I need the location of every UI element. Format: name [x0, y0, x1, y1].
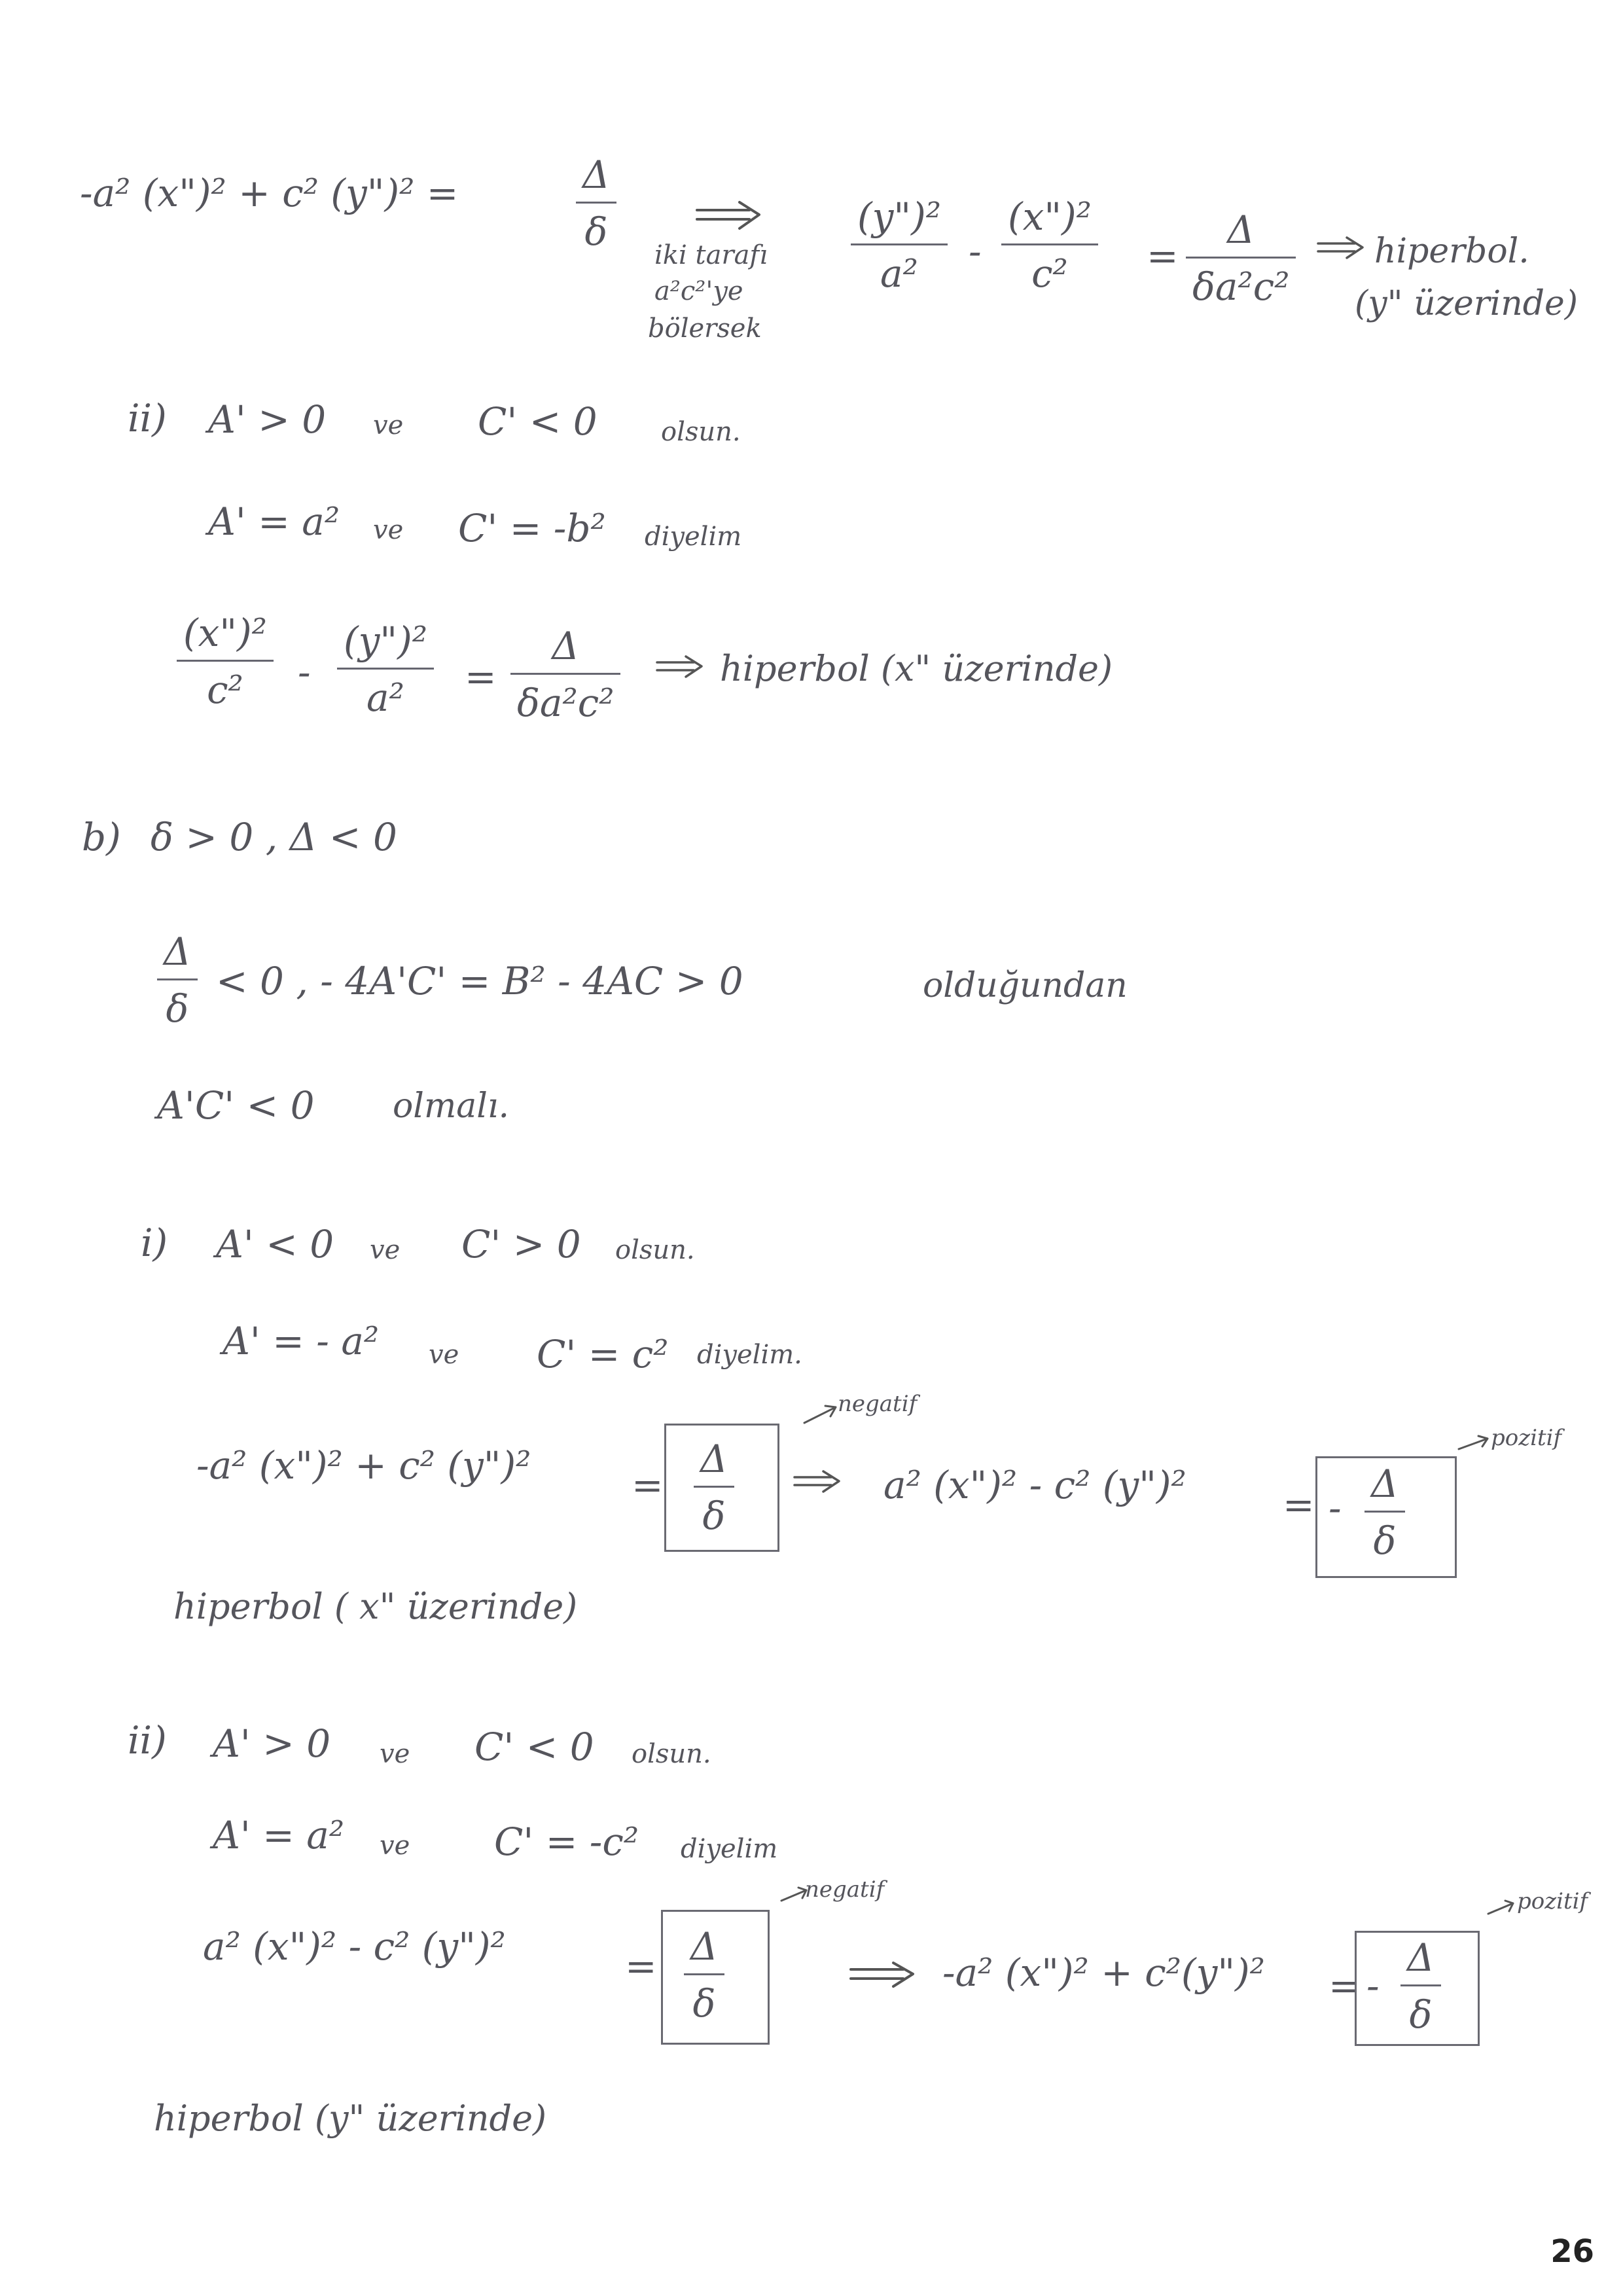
equation-left: -a² (x")² + c² (y")² [196, 1443, 531, 1488]
delta-over-delta-fraction [157, 929, 198, 1031]
definition-a: A' = a² [208, 499, 340, 544]
delta-over-delta-fraction [1400, 1935, 1441, 2037]
equals-sign: = [1283, 1482, 1315, 1527]
implies-arrow-icon [847, 1960, 919, 1990]
fraction-denominator: δ [166, 986, 189, 1031]
fraction-denominator: δa²c² [1192, 264, 1290, 309]
fraction-delta-over-deltaa2c2 [1186, 207, 1296, 309]
inequality-expression: < 0 , - 4A'C' = B² - 4AC > 0 [216, 959, 743, 1003]
fraction-denominator: δ [702, 1494, 726, 1538]
minus-sign: - [298, 650, 311, 694]
side-note-line: iki tarafı [654, 240, 768, 270]
fraction-denominator: δ [584, 209, 608, 254]
equals-sign: = [632, 1463, 664, 1507]
definition-c: C' = -b² [458, 506, 606, 550]
side-note-line: a²c²'ye [654, 276, 743, 306]
fraction-denominator: c² [1031, 251, 1068, 296]
condition-a: A' < 0 [216, 1222, 334, 1266]
case-label: ii) [128, 1718, 167, 1763]
ve-word: ve [370, 1235, 401, 1265]
fraction-denominator: c² [207, 668, 243, 712]
implies-arrow-icon [1315, 236, 1368, 262]
pozitif-annotation: pozitif [1491, 1425, 1562, 1451]
fraction-numerator: Δ [700, 1437, 728, 1481]
case-label: b) [82, 815, 121, 859]
pozitif-annotation: pozitif [1517, 1888, 1588, 1914]
definition-a: A' = a² [213, 1813, 345, 1857]
minus-sign: - [969, 229, 982, 274]
olsun-word: olsun. [661, 417, 741, 447]
condition-c: C' > 0 [461, 1222, 581, 1266]
equation-right: -a² (x")² + c²(y")² [942, 1950, 1265, 1995]
ve-word: ve [429, 1340, 459, 1370]
fraction-numerator: Δ [1371, 1462, 1399, 1506]
equation-right: a² (x")² - c² (y")² [883, 1463, 1186, 1507]
result-label: hiperbol. [1374, 232, 1529, 271]
fraction-x-over-c [1001, 194, 1098, 296]
diyelim-word: diyelim. [697, 1340, 802, 1370]
equals-sign: = [1329, 1964, 1361, 2008]
delta-over-delta-fraction [684, 1924, 724, 2026]
fraction-numerator: (x")² [183, 611, 267, 655]
implies-arrow-icon [654, 655, 707, 681]
case-label: i) [141, 1221, 168, 1265]
delta-over-delta-fraction [576, 152, 616, 254]
diyelim-word: diyelim [645, 522, 742, 552]
result-label: hiperbol ( x" üzerinde) [173, 1586, 578, 1627]
fraction-numerator: Δ [1407, 1935, 1435, 1980]
reason-word: olduğundan [923, 966, 1128, 1005]
fraction-denominator: δ [1409, 1992, 1433, 2037]
fraction-denominator: a² [366, 675, 404, 720]
equals-sign: = [465, 655, 497, 699]
fraction-x-over-c [177, 611, 274, 712]
fraction-delta-over-deltaa2c2 [510, 624, 620, 725]
fraction-numerator: Δ [690, 1924, 718, 1969]
ve-word: ve [380, 1831, 410, 1861]
fraction-denominator: δa²c² [517, 681, 615, 725]
pointer-arrow-icon [1486, 1898, 1518, 1918]
fraction-numerator: (y")² [344, 619, 427, 663]
condition-c: C' < 0 [474, 1725, 594, 1769]
axis-label: (y" üzerinde) [1355, 284, 1578, 323]
equation-left: -a² (x")² + c² (y")² = [80, 171, 459, 215]
delta-over-delta-fraction [1364, 1462, 1405, 1563]
condition-a: A' > 0 [208, 397, 327, 442]
equals-sign: = [625, 1944, 657, 1988]
pointer-arrow-icon [802, 1401, 841, 1427]
fraction-numerator: (y")² [857, 194, 941, 239]
ve-word: ve [373, 410, 404, 440]
definition-c: C' = -c² [494, 1820, 639, 1864]
fraction-numerator: Δ [1227, 207, 1255, 252]
case-condition: δ > 0 , Δ < 0 [151, 815, 397, 859]
fraction-y-over-a [851, 194, 948, 296]
fraction-denominator: δ [692, 1981, 716, 2026]
conclusion-expression: A'C' < 0 [157, 1083, 315, 1128]
fraction-numerator: Δ [164, 929, 191, 974]
result-label: hiperbol (y" üzerinde) [154, 2098, 547, 2139]
condition-a: A' > 0 [213, 1721, 331, 1766]
negative-sign: - [1329, 1486, 1342, 1530]
equation-left: a² (x")² - c² (y")² [203, 1924, 506, 1969]
fraction-numerator: Δ [552, 624, 580, 668]
negatif-annotation: negatif [805, 1876, 885, 1903]
page-number: 26 [1550, 2233, 1594, 2270]
ve-word: ve [373, 515, 404, 545]
side-note-line: bölersek [648, 314, 762, 344]
negatif-annotation: negatif [838, 1391, 918, 1417]
fraction-numerator: Δ [582, 152, 610, 197]
diyelim-word: diyelim [681, 1834, 778, 1864]
pointer-arrow-icon [1456, 1433, 1495, 1453]
implies-arrow-icon [792, 1469, 844, 1496]
conclusion-word: olmalı. [393, 1086, 510, 1126]
ve-word: ve [380, 1739, 410, 1769]
olsun-word: olsun. [615, 1235, 695, 1265]
result-label: hiperbol (x" üzerinde) [720, 648, 1113, 689]
fraction-numerator: (x")² [1008, 194, 1092, 239]
case-label: ii) [128, 396, 167, 440]
negative-sign: - [1366, 1964, 1380, 2008]
delta-over-delta-fraction [694, 1437, 734, 1538]
fraction-denominator: a² [880, 251, 918, 296]
implies-arrow-icon [694, 200, 766, 232]
definition-a: A' = - a² [223, 1319, 380, 1363]
equals-sign: = [1147, 234, 1179, 278]
fraction-y-over-a [337, 619, 434, 720]
olsun-word: olsun. [632, 1739, 711, 1769]
condition-c: C' < 0 [478, 399, 597, 444]
fraction-denominator: δ [1373, 1518, 1397, 1563]
definition-c: C' = c² [537, 1332, 669, 1376]
